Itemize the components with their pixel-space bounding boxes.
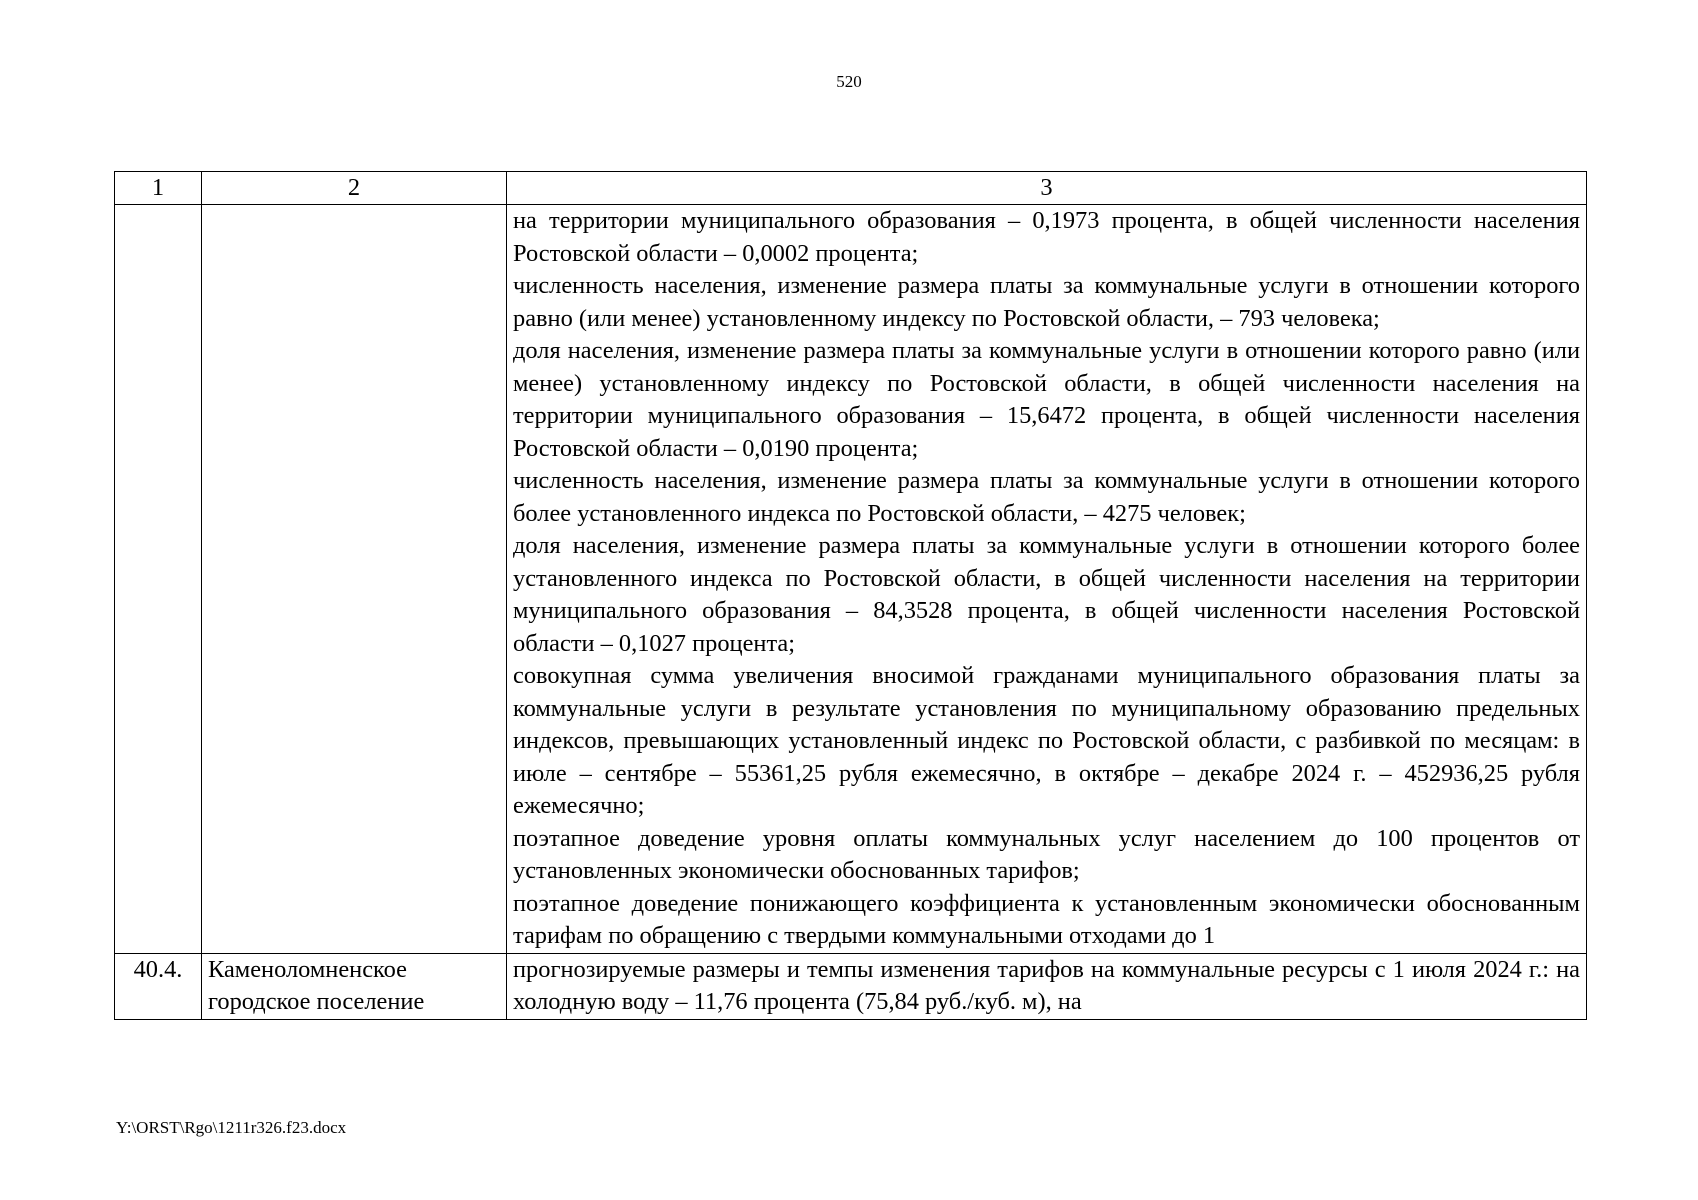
paragraph: доля населения, изменение размера платы за коммунальные услуги в отношении которого более установленного индекса по Ростовской области, в общей численности населения на территории муниципального образования – 84,3528 процента, в общей численности населения Ростовской области – 0,1027 процента; (513, 532, 1580, 657)
paragraph: совокупная сумма увеличения вносимой гражданами муниципального образования платы за коммунальные услуги в результате установления по муниципальному образованию предельных индексов, превышающих установленный индекс по Ростовской области, с разбивкой по месяцам: в июле – сентябре – 55361,25 рубля ежемесячно, в октябре – декабре 2024 г. – 452936,25 рубля ежемесячно; (513, 662, 1580, 819)
paragraph: поэтапное доведение уровня оплаты коммунальных услуг населением до 100 процентов от установленных экономически обоснованных тарифов; (513, 824, 1580, 884)
paragraph: прогнозируемые размеры и темпы изменения тарифов на коммунальные ресурсы с 1 июля 2024 г.: на холодную воду – 11,76 процента (75,84 руб./куб. м), на (513, 955, 1580, 1015)
cell-description (507, 953, 1587, 1019)
table-header-row (115, 172, 1587, 205)
settlement-name: Каменоломненское городское поселение (202, 953, 507, 1019)
cell-description (507, 205, 1587, 954)
column-header-1: 1 (115, 172, 202, 205)
row-number: 40.4. (115, 953, 202, 1019)
file-path-footer: Y:\ORST\Rgo\1211r326.f23.docx (116, 1118, 347, 1137)
page-number: 520 (836, 72, 862, 91)
column-header-2: 2 (202, 172, 507, 205)
paragraph: поэтапное доведение понижающего коэффициента к установленным экономически обоснованным тарифам по обращению с твердыми коммунальными отходами до 1 (513, 889, 1580, 949)
paragraph: на территории муниципального образования – 0,1973 процента, в общей численности населения Ростовской области – 0,0002 процента; (513, 207, 1580, 267)
paragraph: численность населения, изменение размера платы за коммунальные услуги в отношении которого равно (или менее) установленному индексу по Ростовской области, – 793 человека; (513, 272, 1580, 332)
table-row-continued (115, 205, 1587, 954)
paragraph: доля населения, изменение размера платы за коммунальные услуги в отношении которого равно (или менее) установленному индексу по Ростовской области, в общей численности населения на территории муниципального образования – 15,6472 процента, в общей численности населения Ростовской области – 0,0190 процента; (513, 337, 1580, 462)
cell-name-empty (202, 205, 507, 954)
data-table (114, 171, 1587, 1020)
table-row (115, 953, 1587, 1019)
column-header-3: 3 (507, 172, 1587, 205)
paragraph: численность населения, изменение размера платы за коммунальные услуги в отношении которого более установленного индекса по Ростовской области, – 4275 человек; (513, 467, 1580, 527)
cell-number-empty (115, 205, 202, 954)
